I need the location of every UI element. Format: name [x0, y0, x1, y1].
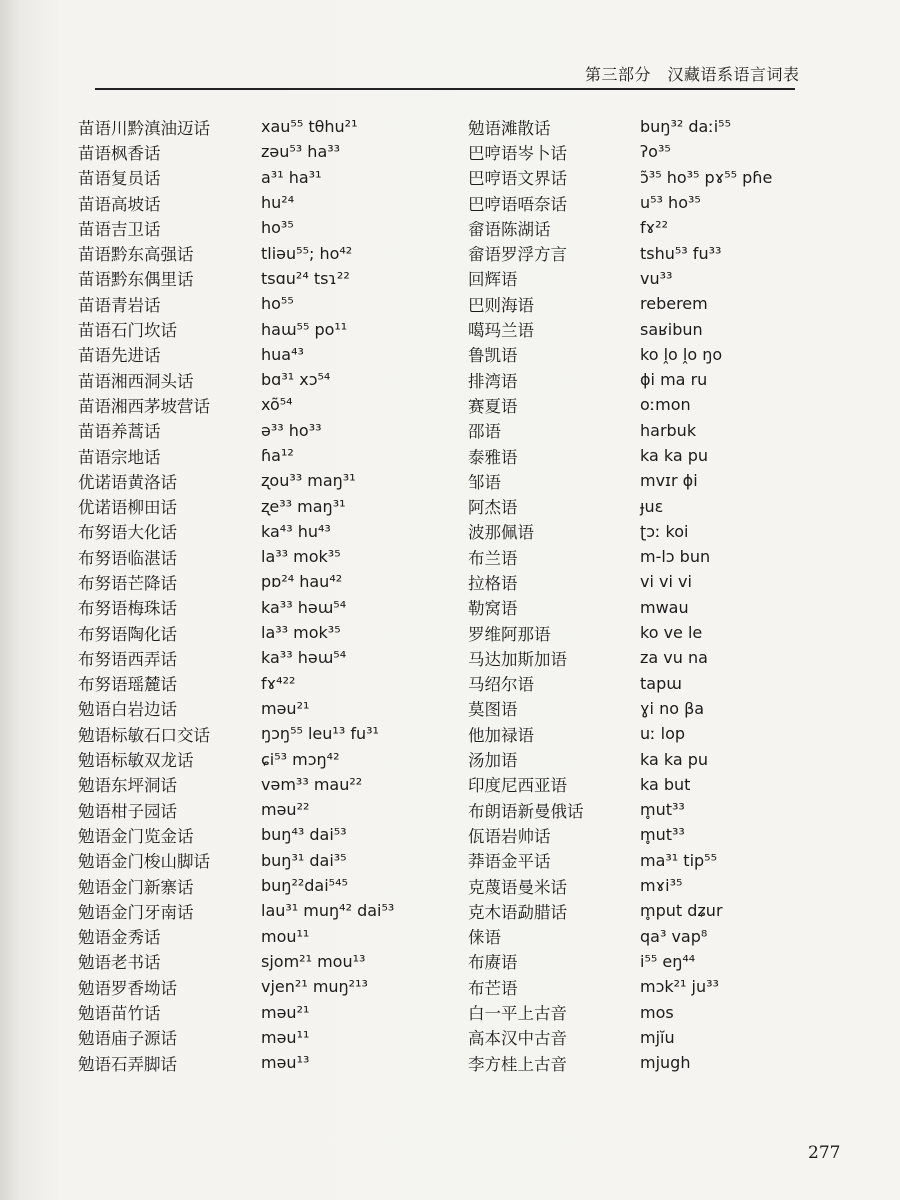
word-form: məu²²: [261, 800, 310, 820]
language-name: 赛夏语: [468, 396, 518, 416]
word-form: hua⁴³: [261, 344, 304, 364]
language-name: 泰雅语: [468, 447, 518, 467]
word-form: ɸi ma ru: [640, 370, 708, 390]
word-form: məu¹³: [261, 1053, 310, 1073]
word-form: ko ḽo ḽo ŋo: [640, 344, 723, 364]
word-form: haɯ⁵⁵ po¹¹: [261, 319, 348, 339]
language-name: 李方桂上古音: [468, 1054, 567, 1074]
vocabulary-entry: [78, 746, 394, 771]
word-form: buŋ⁴³ dai⁵³: [261, 825, 347, 845]
language-name: 佤语岩帅话: [468, 826, 551, 846]
language-name: 回辉语: [468, 270, 518, 290]
vocabulary-entry: [468, 215, 772, 240]
language-name: 苗语黔东高强话: [78, 245, 194, 265]
word-form: ɟuɛ: [640, 496, 664, 516]
language-name: 优诺语黄洛话: [78, 472, 177, 492]
vocabulary-entry: [78, 595, 394, 620]
vocabulary-entry: [78, 215, 394, 240]
word-form: hu²⁴: [261, 193, 295, 213]
word-form: fɤ⁴²²: [261, 673, 296, 693]
word-form: buŋ³² daːi⁵⁵: [640, 117, 731, 137]
language-name: 邵语: [468, 422, 501, 442]
language-name: 布芒语: [468, 978, 518, 998]
vocabulary-entry: [468, 721, 772, 746]
language-name: 勒窝语: [468, 599, 518, 619]
language-name: 布努语临湛话: [78, 548, 177, 568]
word-form: ho³⁵: [261, 218, 294, 238]
language-name: 苗语枫香话: [78, 143, 161, 163]
language-name: 勉语庙子源话: [78, 1029, 177, 1049]
language-name: 苗语湘西茅坡营话: [78, 396, 210, 416]
word-form: qa³ vap⁸: [640, 926, 708, 946]
vocabulary-entry: [78, 620, 394, 645]
vocabulary-entry: [468, 291, 772, 316]
language-name: 苗语青岩话: [78, 295, 161, 315]
word-form: tliəu⁵⁵; ho⁴²: [261, 243, 353, 263]
language-name: 苗语先进话: [78, 346, 161, 366]
word-form: lau³¹ muŋ⁴² dai⁵³: [261, 901, 395, 921]
word-form: zəu⁵³ ha³³: [261, 142, 341, 162]
vocabulary-entry: [78, 139, 394, 164]
language-name: 勉语金门新寨话: [78, 877, 194, 897]
word-form: ɦa¹²: [261, 446, 294, 465]
vocabulary-entry: [78, 772, 394, 797]
vocabulary-entry: [78, 721, 394, 746]
language-name: 克木语勐腊话: [468, 902, 567, 922]
vocabulary-entry: [468, 165, 772, 190]
word-form: fɤ²²: [640, 218, 668, 238]
vocabulary-entry: [468, 240, 772, 265]
language-name: 勉语金门梭山脚话: [78, 852, 210, 872]
word-form: tsɑu²⁴ tsɿ²²: [261, 268, 350, 288]
word-form: za vu na: [640, 648, 708, 668]
vocabulary-entry: [78, 493, 394, 518]
word-form: ʐou³³ maŋ³¹: [261, 471, 356, 491]
header-rule: [95, 88, 795, 90]
word-form: ʐe³³ maŋ³¹: [261, 496, 346, 516]
language-name: 罗维阿那语: [468, 624, 551, 644]
word-form: ʈɔː koi: [640, 521, 689, 541]
language-name: 勉语白岩边话: [78, 700, 177, 720]
vocabulary-entry: [78, 1025, 394, 1050]
vocabulary-entry: [78, 949, 394, 974]
language-name: 噶玛兰语: [468, 321, 534, 341]
vocabulary-entry: [78, 165, 394, 190]
language-name: 马达加斯加语: [468, 649, 567, 669]
vocabulary-entry: [468, 924, 772, 949]
vocabulary-entry: [468, 949, 772, 974]
word-form: m̥ut³³: [640, 800, 685, 820]
vocabulary-entry: [468, 873, 772, 898]
vocabulary-entry: [468, 367, 772, 392]
word-form: m̥ut³³: [640, 825, 685, 845]
word-form: mwau: [640, 597, 689, 617]
language-name: 苗语川黔滇油迈话: [78, 118, 210, 138]
word-form: mɔk²¹ ju³³: [640, 977, 719, 997]
language-name: 优诺语柳田话: [78, 498, 177, 518]
vocabulary-entry: [78, 898, 394, 923]
language-name: 苗语高坡话: [78, 194, 161, 214]
vocabulary-entry: [468, 1025, 772, 1050]
vocabulary-entry: [78, 999, 394, 1024]
vocabulary-entry: [468, 266, 772, 291]
language-name: 布努语陶化话: [78, 624, 177, 644]
language-name: 阿杰语: [468, 498, 518, 518]
language-name: 巴哼语岑卜话: [468, 143, 567, 163]
word-form: ʔo³⁵: [640, 142, 671, 162]
language-name: 莽语金平话: [468, 852, 551, 872]
word-form: ka ka pu: [640, 446, 709, 465]
language-name: 畲语罗浮方言: [468, 245, 567, 265]
vocabulary-entry: [78, 822, 394, 847]
vocabulary-entry: [468, 1050, 772, 1075]
language-name: 苗语宗地话: [78, 447, 161, 467]
vocabulary-entry: [468, 999, 772, 1024]
vocabulary-entry: [78, 696, 394, 721]
language-name: 布努语瑶麓话: [78, 675, 177, 695]
vocabulary-entry: [468, 190, 772, 215]
language-name: 勉语东坪洞话: [78, 776, 177, 796]
word-form: saʁibun: [640, 319, 703, 339]
word-form: məu²¹: [261, 1002, 310, 1022]
word-form: buŋ²²dai⁵⁴⁵: [261, 876, 348, 896]
language-name: 拉格语: [468, 573, 518, 593]
language-name: 高本汉中古音: [468, 1029, 567, 1049]
vocabulary-entry: [468, 316, 772, 341]
vocabulary-entry: [468, 848, 772, 873]
vocabulary-entry: [468, 519, 772, 544]
language-name: 鲁凯语: [468, 346, 518, 366]
vocabulary-entry: [468, 898, 772, 923]
word-form: ko ve le: [640, 623, 703, 643]
language-name: 勉语老书话: [78, 953, 161, 973]
word-form: vu³³: [640, 268, 673, 288]
vocabulary-entry: [78, 418, 394, 443]
word-form: m-lɔ bun: [640, 547, 711, 567]
word-form: mjĭu: [640, 1027, 675, 1047]
vocabulary-entry: [468, 772, 772, 797]
vocabulary-entry: [78, 924, 394, 949]
word-form: ka³³ həɯ⁵⁴: [261, 597, 347, 617]
vocabulary-entry: [468, 493, 772, 518]
vocabulary-entry: [468, 342, 772, 367]
language-name: 勉语标敏石口交话: [78, 725, 210, 745]
word-form: vi vi vi: [640, 572, 692, 592]
word-form: mɤi³⁵: [640, 876, 683, 896]
language-name: 勉语标敏双龙话: [78, 751, 194, 771]
vocabulary-entry: [78, 316, 394, 341]
vocabulary-entry: [78, 1050, 394, 1075]
vocabulary-entry: [468, 620, 772, 645]
word-form: mou¹¹: [261, 926, 310, 946]
language-name: 布兰语: [468, 548, 518, 568]
vocabulary-entry: [78, 443, 394, 468]
word-form: məu¹¹: [261, 1027, 310, 1047]
vocabulary-entry: [468, 595, 772, 620]
language-name: 苗语湘西洞头话: [78, 371, 194, 391]
left-column: [78, 114, 394, 1075]
language-name: 克蔑语曼米话: [468, 877, 567, 897]
vocabulary-entry: [78, 873, 394, 898]
word-form: vjen²¹ muŋ²¹³: [261, 977, 368, 997]
language-name: 邹语: [468, 472, 501, 492]
vocabulary-entry: [78, 266, 394, 291]
vocabulary-entry: [468, 468, 772, 493]
word-form: la³³ mok³⁵: [261, 547, 341, 567]
language-name: 汤加语: [468, 751, 518, 771]
language-name: 波那佩语: [468, 523, 534, 543]
language-name: 勉语滩散话: [468, 118, 551, 138]
language-name: 勉语苗竹话: [78, 1004, 161, 1024]
vocabulary-entry: [78, 974, 394, 999]
language-name: 勉语金门览金话: [78, 826, 194, 846]
vocabulary-entry: [78, 114, 394, 139]
word-form: u⁵³ ho³⁵: [640, 193, 701, 213]
word-form: ɔ̃³⁵ ho³⁵ pɤ⁵⁵ pɦe: [640, 167, 773, 187]
vocabulary-entry: [78, 569, 394, 594]
word-form: buŋ³¹ dai³⁵: [261, 850, 347, 870]
word-form: ka but: [640, 774, 691, 794]
word-form: mos: [640, 1002, 674, 1022]
right-column: [468, 114, 772, 1075]
language-name: 印度尼西亚语: [468, 776, 567, 796]
word-form: uː lop: [640, 724, 686, 744]
vocabulary-entry: [78, 848, 394, 873]
vocabulary-entry: [78, 392, 394, 417]
vocabulary-entry: [468, 645, 772, 670]
word-form: bɑ³¹ xɔ⁵⁴: [261, 370, 331, 390]
language-name: 勉语石弄脚话: [78, 1054, 177, 1074]
language-name: 巴哼语文界话: [468, 169, 567, 189]
language-name: 布努语大化话: [78, 523, 177, 543]
vocabulary-entry: [78, 797, 394, 822]
language-name: 巴哼语唔奈话: [468, 194, 567, 214]
word-form: ho⁵⁵: [261, 294, 294, 314]
vocabulary-entry: [78, 240, 394, 265]
vocabulary-entry: [78, 468, 394, 493]
running-header: 第三部分 汉藏语系语言词表: [585, 65, 800, 84]
language-name: 勉语柑子园话: [78, 801, 177, 821]
vocabulary-entry: [468, 974, 772, 999]
language-name: 勉语金门牙南话: [78, 902, 194, 922]
word-form: ɕi⁵³ mɔŋ⁴²: [261, 749, 340, 769]
vocabulary-entry: [468, 569, 772, 594]
vocabulary-entry: [78, 519, 394, 544]
word-form: la³³ mok³⁵: [261, 623, 341, 643]
language-name: 畲语陈湖话: [468, 219, 551, 239]
word-form: vəm³³ mau²²: [261, 774, 363, 794]
word-form: reberem: [640, 294, 708, 314]
language-name: 苗语黔东偶里话: [78, 270, 194, 290]
language-name: 俫语: [468, 928, 501, 948]
language-name: 布努语西弄话: [78, 649, 177, 669]
language-name: 他加禄语: [468, 725, 534, 745]
language-name: 布努语梅珠话: [78, 599, 177, 619]
language-name: 马绍尔语: [468, 675, 534, 695]
word-form: i⁵⁵ eŋ⁴⁴: [640, 951, 696, 971]
word-form: m̥put dʑur: [640, 901, 723, 921]
vocabulary-entry: [468, 392, 772, 417]
word-form: məu²¹: [261, 698, 310, 718]
word-form: tapɯ: [640, 673, 682, 693]
vocabulary-entry: [468, 544, 772, 569]
language-name: 布努语芒降话: [78, 573, 177, 593]
vocabulary-entry: [468, 139, 772, 164]
language-name: 巴则海语: [468, 295, 534, 315]
word-form: sjom²¹ mou¹³: [261, 951, 366, 971]
language-name: 苗语吉卫话: [78, 219, 161, 239]
language-name: 苗语复员话: [78, 169, 161, 189]
vocabulary-entry: [468, 797, 772, 822]
word-form: a³¹ ha³¹: [261, 167, 322, 187]
vocabulary-entry: [468, 696, 772, 721]
word-form: oːmon: [640, 395, 691, 415]
word-form: mvɪr ɸi: [640, 471, 698, 491]
word-form: ə³³ ho³³: [261, 420, 322, 440]
word-form: harbuk: [640, 420, 697, 440]
language-name: 布赓语: [468, 953, 518, 973]
word-form: pɒ²⁴ hau⁴²: [261, 572, 343, 592]
vocabulary-entry: [468, 822, 772, 847]
word-form: xõ⁵⁴: [261, 395, 293, 415]
vocabulary-entry: [78, 544, 394, 569]
vocabulary-entry: [78, 645, 394, 670]
language-name: 勉语罗香坳话: [78, 978, 177, 998]
page-number: 277: [808, 1143, 841, 1163]
vocabulary-entry: [78, 190, 394, 215]
vocabulary-entry: [78, 671, 394, 696]
language-name: 苗语石门坎话: [78, 321, 177, 341]
vocabulary-entry: [468, 114, 772, 139]
language-name: 苗语养蒿话: [78, 422, 161, 442]
word-form: ŋɔŋ⁵⁵ leu¹³ fu³¹: [261, 724, 379, 744]
language-name: 莫图语: [468, 700, 518, 720]
word-form: ɣi no βa: [640, 698, 705, 718]
vocabulary-entry: [468, 746, 772, 771]
word-form: tshu⁵³ fu³³: [640, 243, 722, 263]
language-name: 排湾语: [468, 371, 518, 391]
word-form: ma³¹ tip⁵⁵: [640, 850, 718, 870]
vocabulary-entry: [78, 342, 394, 367]
word-form: mjugh: [640, 1053, 691, 1073]
vocabulary-entry: [468, 443, 772, 468]
vocabulary-entry: [78, 291, 394, 316]
language-name: 布朗语新曼俄话: [468, 801, 584, 821]
word-form: ka³³ həɯ⁵⁴: [261, 648, 347, 668]
language-name: 勉语金秀话: [78, 928, 161, 948]
language-name: 白一平上古音: [468, 1004, 567, 1024]
word-form: ka⁴³ hu⁴³: [261, 521, 331, 541]
word-form: ka ka pu: [640, 749, 709, 769]
vocabulary-entry: [468, 671, 772, 696]
vocabulary-entry: [78, 367, 394, 392]
word-form: xau⁵⁵ tθhu²¹: [261, 117, 358, 137]
vocabulary-entry: [468, 418, 772, 443]
